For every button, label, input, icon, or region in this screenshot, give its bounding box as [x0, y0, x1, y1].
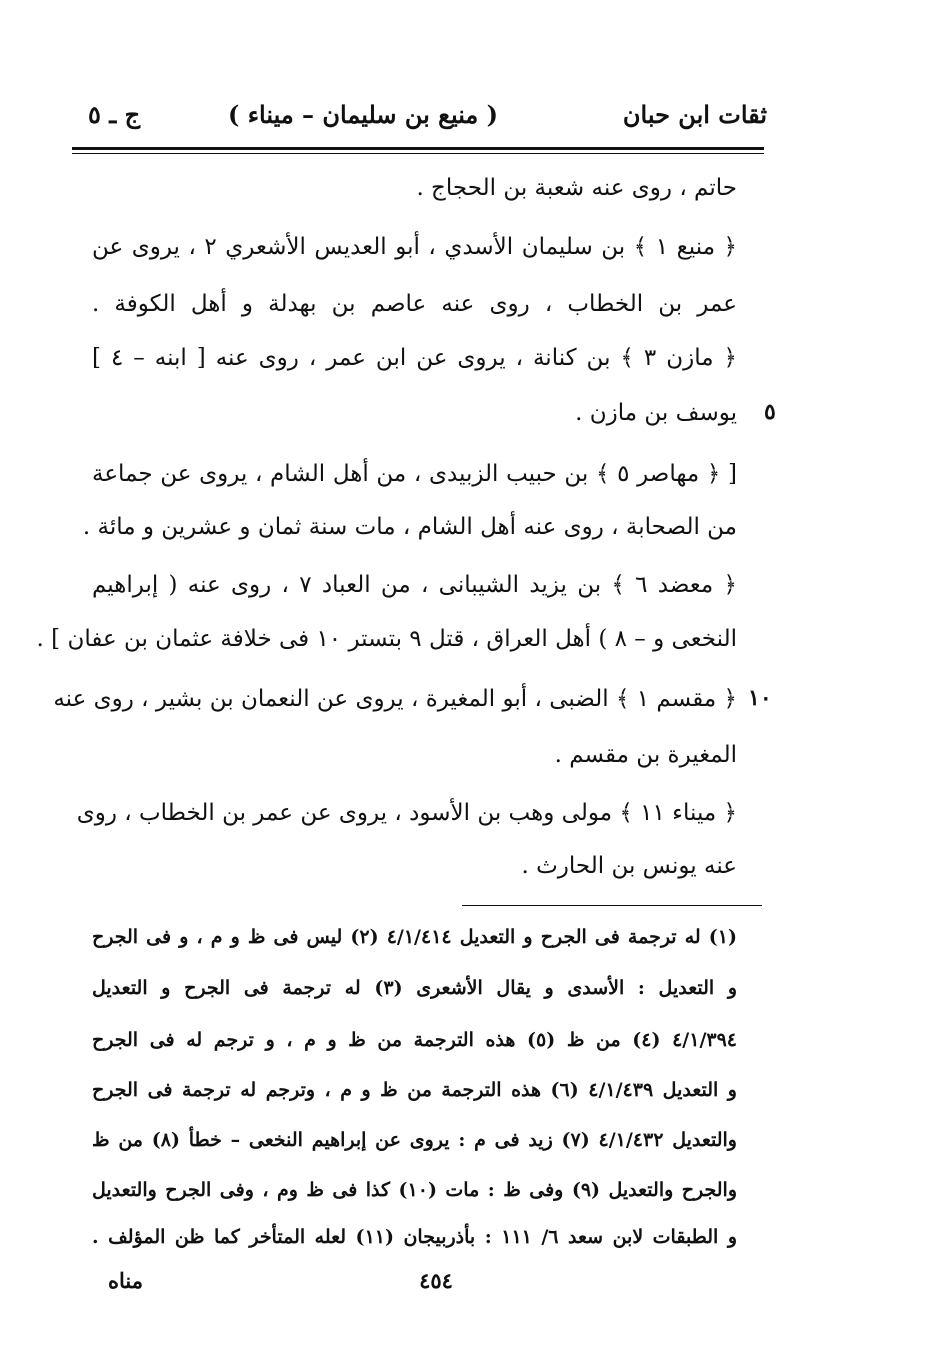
footnote-line: والتعديل ٤/١/٤٣٢ (٧) زيد فى م : يروى عن إبراهيم النخعى – خطأ (٨) من ظ — [92, 1129, 737, 1151]
body-line: ﴿ مازن ٣ ﴾ بن كنانة ، يروى عن ابن عمر ، روى عنه [ ابنه – ٤ ] — [92, 345, 737, 371]
body-line: ﴿ معضد ٦ ﴾ بن يزيد الشيبانى ، من العباد ٧ ، روى عنه ( إبراهيم — [92, 572, 737, 598]
body-line: النخعى و – ٨ ) أهل العراق ، قتل ٩ بتستر ١٠ فى خلافة عثمان بن عفان ] . — [36, 626, 737, 652]
body-line: ﴿ منيع ١ ﴾ بن سليمان الأسدي ، أبو العديس الأشعري ٢ ، يروى عن — [92, 234, 738, 260]
footnote-line: و التعديل ٤/١/٤٣٩ (٦) هذه الترجمة من ظ و م ، وترجم له ترجمة فى الجرح — [92, 1079, 737, 1101]
running-header-volume: ج ـ ٥ — [88, 100, 141, 129]
header-rule-thick — [72, 147, 764, 150]
footnote-line: و الطبقات لابن سعد ٦/ ١١١ : بأذربيجان (١١) لعله المتأخر كما ظن المؤلف . — [92, 1226, 737, 1248]
catchword: مناه — [108, 1268, 143, 1293]
line-number-5: ٥ — [764, 399, 776, 425]
body-line: عمر بن الخطاب ، روى عنه عاصم بن بهدلة و أهل الكوفة . — [92, 291, 737, 317]
running-header-book-title: ثقات ابن حبان — [622, 100, 767, 129]
running-header-entries-range: ( منيع بن سليمان – ميناء ) — [228, 100, 498, 129]
body-line: يوسف بن مازن . — [575, 400, 737, 426]
footnote-rule — [462, 905, 762, 906]
body-line: [ ﴿ مهاصر ٥ ﴾ بن حبيب الزبيدى ، من أهل الشام ، يروى عن جماعة — [92, 461, 737, 487]
body-line: ﴿ ميناء ١١ ﴾ مولى وهب بن الأسود ، يروى عن عمر بن الخطاب ، روى — [76, 800, 737, 826]
footnote-line: (١) له ترجمة فى الجرح و التعديل ٤/١/٤١٤ (٢) ليس فى ظ و م ، و فى الجرح — [92, 926, 737, 948]
footnote-line: و التعديل : الأسدى و يقال الأشعرى (٣) له ترجمة فى الجرح و التعديل — [92, 977, 738, 999]
body-line: المغيرة بن مقسم . — [554, 742, 737, 768]
body-line: عنه يونس بن الحارث . — [521, 853, 737, 879]
body-line: ﴿ مقسم ١ ﴾ الضبى ، أبو المغيرة ، يروى عن النعمان بن بشير ، روى عنه — [53, 686, 737, 712]
body-line: حاتم ، روى عنه شعبة بن الحجاج . — [416, 175, 737, 201]
line-number-10: ١٠ — [748, 685, 772, 711]
page-number: ٤٥٤ — [419, 1268, 453, 1293]
header-rule-thin — [72, 153, 764, 154]
footnote-line: ٤/١/٣٩٤ (٤) من ظ (٥) هذه الترجمة من ظ و م ، و ترجم له فى الجرح — [92, 1029, 737, 1051]
body-line: من الصحابة ، روى عنه أهل الشام ، مات سنة ثمان و عشرين و مائة . — [82, 514, 737, 540]
footnote-line: والجرح والتعديل (٩) وفى ظ : مات (١٠) كذا فى ظ وم ، وفى الجرح والتعديل — [92, 1179, 737, 1201]
